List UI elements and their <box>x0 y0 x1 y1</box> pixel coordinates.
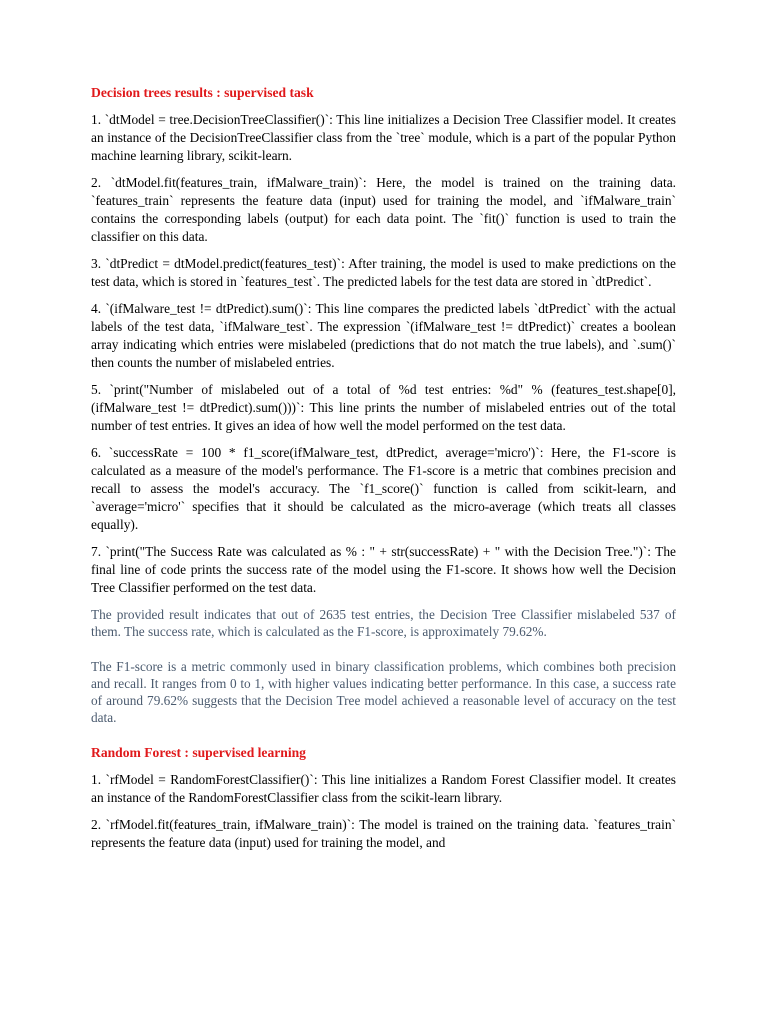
document-page <box>91 84 676 861</box>
paragraph-dt-1: 1. `dtModel = tree.DecisionTreeClassifier()`: This line initializes a Decision Tree Classifier model. It creates an instance of the DecisionTreeClassifier class from the `tree` module, which is a part of the popular Python machine learning library, scikit-learn. <box>91 112 676 163</box>
section-heading-decision-trees: Decision trees results : supervised task <box>91 85 314 100</box>
paragraph-dt-3: 3. `dtPredict = dtModel.predict(features_test)`: After training, the model is used to make predictions on the test data, which is stored in `features_test`. The predicted labels for the test data are stored in `dtPredict`. <box>91 256 676 289</box>
paragraph-rf-2: 2. `rfModel.fit(features_train, ifMalware_train)`: The model is trained on the training data. `features_train` represents the feature data (input) used for training the model, and <box>91 817 676 850</box>
paragraph-dt-6: 6. `successRate = 100 * f1_score(ifMalware_test, dtPredict, average='micro')`: Here, the F1-score is calculated as a measure of the model's performance. The F1-score is a metric that combines precision and recall to assess the model's accuracy. The `f1_score()` function is called from scikit-learn, and `average='micro'` specifies that it should be calculated as the micro-average (which treats all classes equally). <box>91 445 676 532</box>
f1-score-explanation-paragraph: The F1-score is a metric commonly used in binary classification problems, which combines both precision and recall. It ranges from 0 to 1, with higher values indicating better performance. In this case, a success rate of around 79.62% suggests that the Decision Tree model achieved a reasonable level of accuracy on the test data. <box>91 659 676 725</box>
paragraph-rf-1: 1. `rfModel = RandomForestClassifier()`: This line initializes a Random Forest Classifier model. It creates an instance of the RandomForestClassifier class from the scikit-learn library. <box>91 772 676 805</box>
paragraph-dt-4: 4. `(ifMalware_test != dtPredict).sum()`: This line compares the predicted labels `dtPredict` with the actual labels of the test data, `ifMalware_test`. The expression `(ifMalware_test != dtPredict)` creates a boolean array indicating which entries were mislabeled (predictions that do not match the true labels), and `.sum()` then counts the number of mislabeled entries. <box>91 301 676 370</box>
paragraph-dt-2: 2. `dtModel.fit(features_train, ifMalware_train)`: Here, the model is trained on the training data. `features_train` represents the feature data (input) used for training the model, and `ifMalware_train` contains the corresponding labels (output) for each data point. The `fit()` function is used to train the classifier on this data. <box>91 175 676 244</box>
paragraph-dt-7: 7. `print("The Success Rate was calculated as % : " + str(successRate) + " with the Decision Tree.")`: The final line of code prints the success rate of the model using the F1-score. It shows how well the Decision Tree Classifier performed on the test data. <box>91 544 676 595</box>
paragraph-dt-5: 5. `print("Number of mislabeled out of a total of %d test entries: %d" % (features_test.shape[0], (ifMalware_test != dtPredict).sum()))`: This line prints the number of mislabeled entries out of the total number of test entries. It gives an idea of how well the model performed on the test data. <box>91 382 676 433</box>
section-heading-random-forest: Random Forest : supervised learning <box>91 745 306 760</box>
result-summary-paragraph: The provided result indicates that out of 2635 test entries, the Decision Tree Classifier mislabeled 537 of them. The success rate, which is calculated as the F1-score, is approximately 79.62%. <box>91 607 676 639</box>
